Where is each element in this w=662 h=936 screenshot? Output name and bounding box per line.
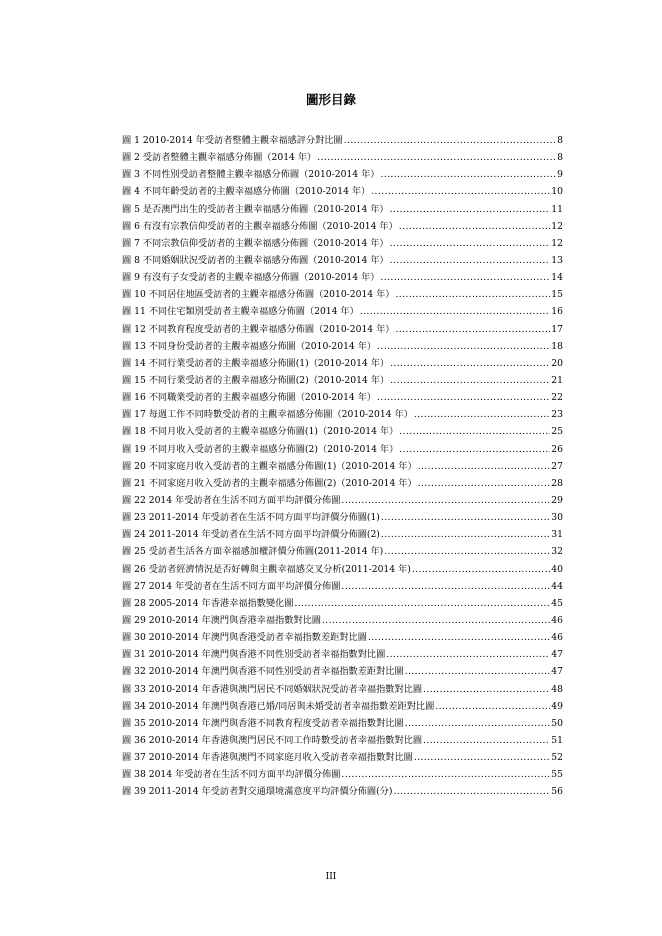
dot-leader — [399, 218, 551, 235]
toc-entry-page-number: 31 — [551, 529, 563, 541]
toc-entry-label: 圖 6 有沒有宗教信仰受訪者的主觀幸福感分佈圖（2010-2014 年） — [122, 220, 398, 232]
toc-entry[interactable] — [122, 732, 563, 749]
dot-leader — [390, 372, 550, 389]
dot-leader — [386, 646, 550, 663]
toc-entry[interactable] — [122, 578, 563, 595]
dot-leader — [395, 321, 550, 338]
toc-entry[interactable] — [122, 355, 563, 372]
toc-entry-page-number: 8 — [557, 152, 563, 164]
toc-entry-label: 圖 3 不同性別受訪者整體主觀幸福感分佈圖（2010-2014 年） — [122, 169, 380, 181]
toc-entry-label: 圖 17 每週工作不同時數受訪者的主觀幸福感分佈圖（2010-2014 年） — [122, 409, 413, 421]
toc-entry-page-number: 30 — [551, 512, 563, 524]
toc-entry-label: 圖 34 2010-2014 年澳門與香港已婚/同居與未婚受訪者幸福指數差距對比圖 — [122, 700, 435, 712]
dot-leader — [414, 749, 550, 766]
toc-entry[interactable] — [122, 783, 563, 800]
toc-entry-label: 圖 14 不同行業受訪者的主觀幸福感分佈圖(1)（2010-2014 年） — [122, 357, 390, 369]
toc-entry-page-number: 28 — [551, 477, 563, 489]
dot-leader — [412, 561, 550, 578]
toc-entry[interactable] — [122, 166, 563, 183]
toc-entry-label: 圖 29 2010-2014 年澳門與香港幸福指數對比圖 — [122, 614, 321, 626]
toc-entry-page-number: 8 — [557, 135, 563, 146]
toc-entry-label: 圖 4 不同年齡受訪者的主觀幸福感分佈圖（2010-2014 年） — [122, 186, 371, 198]
toc-entry-page-number: 27 — [551, 460, 563, 472]
toc-entry-label: 圖 2 受訪者整體主觀幸福感分佈圖（2014 年） — [122, 152, 317, 164]
dot-leader — [390, 252, 551, 269]
toc-entry-label: 圖 27 2014 年受訪者在生活不同方面平均評價分佈圖 — [122, 580, 341, 592]
toc-entry[interactable] — [122, 201, 563, 218]
toc-entry-label: 圖 32 2010-2014 年澳門與香港不同性別受訪者幸福指數差距對比圖 — [122, 666, 404, 678]
toc-entry-label: 圖 21 不同家庭月收入受訪者的主觀幸福感分佈圖(2)（2010-2014 年） — [122, 477, 417, 489]
toc-entry-label: 圖 15 不同行業受訪者的主觀幸福感分佈圖(2)（2010-2014 年） — [122, 374, 390, 386]
dot-leader — [317, 149, 556, 166]
toc-entry-label: 圖 5 是否澳門出生的受訪者主觀幸福感分佈圖（2010-2014 年） — [122, 203, 389, 215]
toc-entry-page-number: 21 — [551, 374, 563, 386]
toc-entry-page-number: 46 — [551, 632, 563, 644]
toc-entry[interactable] — [122, 441, 563, 458]
toc-entry[interactable] — [122, 286, 563, 303]
toc-entry-page-number: 51 — [551, 734, 563, 746]
toc-entry-page-number: 47 — [551, 649, 563, 661]
dot-leader — [344, 132, 556, 149]
toc-entry-label: 圖 16 不同職業受訪者的主觀幸福感分佈圖（2010-2014 年） — [122, 392, 377, 404]
toc-entry-page-number: 23 — [551, 409, 563, 421]
toc-entry[interactable] — [122, 663, 563, 680]
toc-entry[interactable] — [122, 423, 563, 440]
page-title: 圖形目錄 — [305, 92, 356, 107]
toc-entry-label: 圖 9 有沒有子女受訪者的主觀幸福感分佈圖（2010-2014 年） — [122, 272, 380, 284]
toc-entry-page-number: 55 — [551, 769, 563, 781]
dot-leader — [423, 681, 550, 698]
dot-leader — [341, 578, 550, 595]
toc-entry[interactable] — [122, 612, 563, 629]
dot-leader — [399, 441, 550, 458]
toc-entry[interactable] — [122, 321, 563, 338]
toc-entry-label: 圖 7 不同宗教信仰受訪者的主觀幸福感分佈圖（2010-2014 年） — [122, 237, 389, 249]
toc-entry[interactable] — [122, 406, 563, 423]
toc-entry[interactable] — [122, 475, 563, 492]
toc-entry-label: 圖 25 受訪者生活各方面幸福感加權評價分佈圖(2011-2014 年) — [122, 546, 384, 558]
dot-leader — [393, 783, 550, 800]
dot-leader — [390, 235, 551, 252]
toc-entry[interactable] — [122, 303, 563, 320]
toc-entry-page-number: 50 — [551, 717, 563, 729]
toc-entry-page-number: 11 — [551, 203, 563, 215]
toc-entry[interactable] — [122, 132, 563, 149]
toc-entry-label: 圖 19 不同月收入受訪者的主觀幸福感分佈圖(2)（2010-2014 年） — [122, 443, 399, 455]
toc-entry[interactable] — [122, 509, 563, 526]
toc-entry-page-number: 13 — [551, 254, 563, 266]
toc-entry-label: 圖 39 2011-2014 年受訪者對交通環境滿意度平均評價分佈圖(分) — [122, 786, 393, 798]
toc-entry-label: 圖 24 2011-2014 年受訪者在生活不同方面平均評價分佈圖(2) — [122, 529, 380, 541]
dot-leader — [360, 303, 551, 320]
toc-entry-label: 圖 35 2010-2014 年澳門與香港不同教育程度受訪者幸福指數對比圖 — [122, 717, 404, 729]
dot-leader — [368, 629, 550, 646]
dot-leader — [405, 663, 551, 680]
toc-entry-page-number: 32 — [551, 546, 563, 558]
dot-leader — [399, 423, 550, 440]
toc-entry[interactable] — [122, 749, 563, 766]
toc-entry[interactable] — [122, 149, 563, 166]
toc-entry-page-number: 20 — [551, 357, 563, 369]
toc-entry-label: 圖 22 2014 年受訪者在生活不同方面平均評價分佈圖 — [122, 494, 341, 506]
dot-leader — [418, 475, 551, 492]
toc-entry-label: 圖 30 2010-2014 年澳門與香港受訪者幸福指數差距對比圖 — [122, 632, 367, 644]
toc-entry-label: 圖 28 2005-2014 年香港幸福指數變化圖 — [122, 597, 294, 609]
toc-entry-label: 圖 23 2011-2014 年受訪者在生活不同方面平均評價分佈圖(1) — [122, 512, 380, 524]
dot-leader — [341, 766, 550, 783]
toc-entry[interactable] — [122, 629, 563, 646]
dot-leader — [381, 526, 550, 543]
dot-leader — [390, 355, 550, 372]
toc-entry[interactable] — [122, 389, 563, 406]
toc-entry[interactable] — [122, 526, 563, 543]
toc-entry-label: 圖 37 2010-2014 年香港與澳門不同家庭月收入受訪者幸福指數對比圖 — [122, 752, 413, 764]
toc-entry-page-number: 18 — [551, 340, 563, 352]
figure-list — [122, 132, 563, 800]
toc-entry-page-number: 25 — [551, 426, 563, 438]
toc-entry-label: 圖 31 2010-2014 年澳門與香港不同性別受訪者幸福指數對比圖 — [122, 649, 386, 661]
toc-entry-page-number: 26 — [551, 443, 563, 455]
toc-entry-page-number: 22 — [551, 392, 563, 404]
toc-entry-label: 圖 8 不同婚姻狀況受訪者的主觀幸福感分佈圖（2010-2014 年） — [122, 254, 389, 266]
toc-entry-page-number: 45 — [551, 597, 563, 609]
toc-entry-page-number: 44 — [551, 580, 563, 592]
toc-entry-page-number: 10 — [551, 186, 563, 198]
toc-entry[interactable] — [122, 492, 563, 509]
toc-entry-page-number: 17 — [551, 323, 563, 335]
toc-entry[interactable] — [122, 681, 563, 698]
toc-entry[interactable] — [122, 646, 563, 663]
toc-entry-page-number: 15 — [551, 289, 563, 301]
dot-leader — [435, 698, 550, 715]
toc-entry[interactable] — [122, 372, 563, 389]
dot-leader — [294, 595, 550, 612]
toc-entry-label: 圖 26 受訪者經濟情況是否好轉與主觀幸福感交叉分析(2011-2014 年) — [122, 563, 411, 575]
dot-leader — [395, 286, 550, 303]
dot-leader — [380, 166, 556, 183]
toc-entry-label: 圖 38 2014 年受訪者在生活不同方面平均評價分佈圖 — [122, 769, 341, 781]
toc-entry-page-number: 12 — [551, 220, 563, 232]
toc-entry-page-number: 56 — [551, 786, 563, 798]
toc-entry-label: 圖 33 2010-2014 年香港與澳門居民不同婚姻狀況受訪者幸福指數對比圖 — [122, 683, 423, 695]
dot-leader — [384, 543, 550, 560]
toc-entry-page-number: 12 — [551, 237, 563, 249]
dot-leader — [341, 492, 550, 509]
toc-entry-page-number: 46 — [551, 614, 563, 626]
toc-entry-page-number: 47 — [551, 666, 563, 678]
toc-entry-label: 圖 11 不同住宅類別受訪者主觀幸福感分佈圖（2014 年） — [122, 306, 359, 318]
dot-leader — [322, 612, 550, 629]
toc-entry[interactable] — [122, 766, 563, 783]
footer-page-number: III — [325, 872, 337, 882]
dot-leader — [405, 715, 551, 732]
toc-entry[interactable] — [122, 458, 563, 475]
dot-leader — [414, 406, 550, 423]
toc-entry[interactable] — [122, 183, 563, 200]
toc-entry-label: 圖 18 不同月收入受訪者的主觀幸福感分佈圖(1)（2010-2014 年） — [122, 426, 399, 438]
toc-entry-page-number: 48 — [551, 683, 563, 695]
toc-entry-label: 圖 12 不同教育程度受訪者的主觀幸福感分佈圖（2010-2014 年） — [122, 323, 395, 335]
toc-entry[interactable] — [122, 218, 563, 235]
toc-entry-page-number: 49 — [551, 700, 563, 712]
toc-entry-page-number: 52 — [551, 752, 563, 764]
toc-entry[interactable] — [122, 595, 563, 612]
toc-entry-label: 圖 13 不同身份受訪者的主觀幸福感分佈圖（2010-2014 年） — [122, 340, 377, 352]
toc-entry[interactable] — [122, 269, 563, 286]
toc-entry[interactable] — [122, 561, 563, 578]
toc-entry-label: 圖 1 2010-2014 年受訪者整體主觀幸福感評分對比圖 — [122, 135, 343, 146]
toc-entry[interactable] — [122, 698, 563, 715]
dot-leader — [423, 732, 550, 749]
dot-leader — [380, 269, 550, 286]
toc-entry-page-number: 14 — [551, 272, 563, 284]
toc-entry[interactable] — [122, 715, 563, 732]
toc-entry[interactable] — [122, 235, 563, 252]
toc-entry-label: 圖 36 2010-2014 年香港與澳門居民不同工作時數受訪者幸福指數對比圖 — [122, 734, 423, 746]
toc-entry-label: 圖 10 不同居住地區受訪者的主觀幸福感分佈圖（2010-2014 年） — [122, 289, 395, 301]
dot-leader — [371, 183, 550, 200]
toc-entry-label: 圖 20 不同家庭月收入受訪者的主觀幸福感分佈圖(1)（2010-2014 年） — [122, 460, 417, 472]
dot-leader — [377, 338, 550, 355]
toc-entry-page-number: 29 — [551, 494, 563, 506]
toc-entry[interactable] — [122, 338, 563, 355]
dot-leader — [390, 201, 551, 218]
dot-leader — [381, 509, 550, 526]
toc-entry-page-number: 16 — [551, 306, 563, 318]
toc-entry-page-number: 40 — [551, 563, 563, 575]
toc-entry[interactable] — [122, 252, 563, 269]
toc-entry-page-number: 9 — [557, 169, 563, 181]
dot-leader — [377, 389, 550, 406]
dot-leader — [418, 458, 551, 475]
toc-entry[interactable] — [122, 543, 563, 560]
